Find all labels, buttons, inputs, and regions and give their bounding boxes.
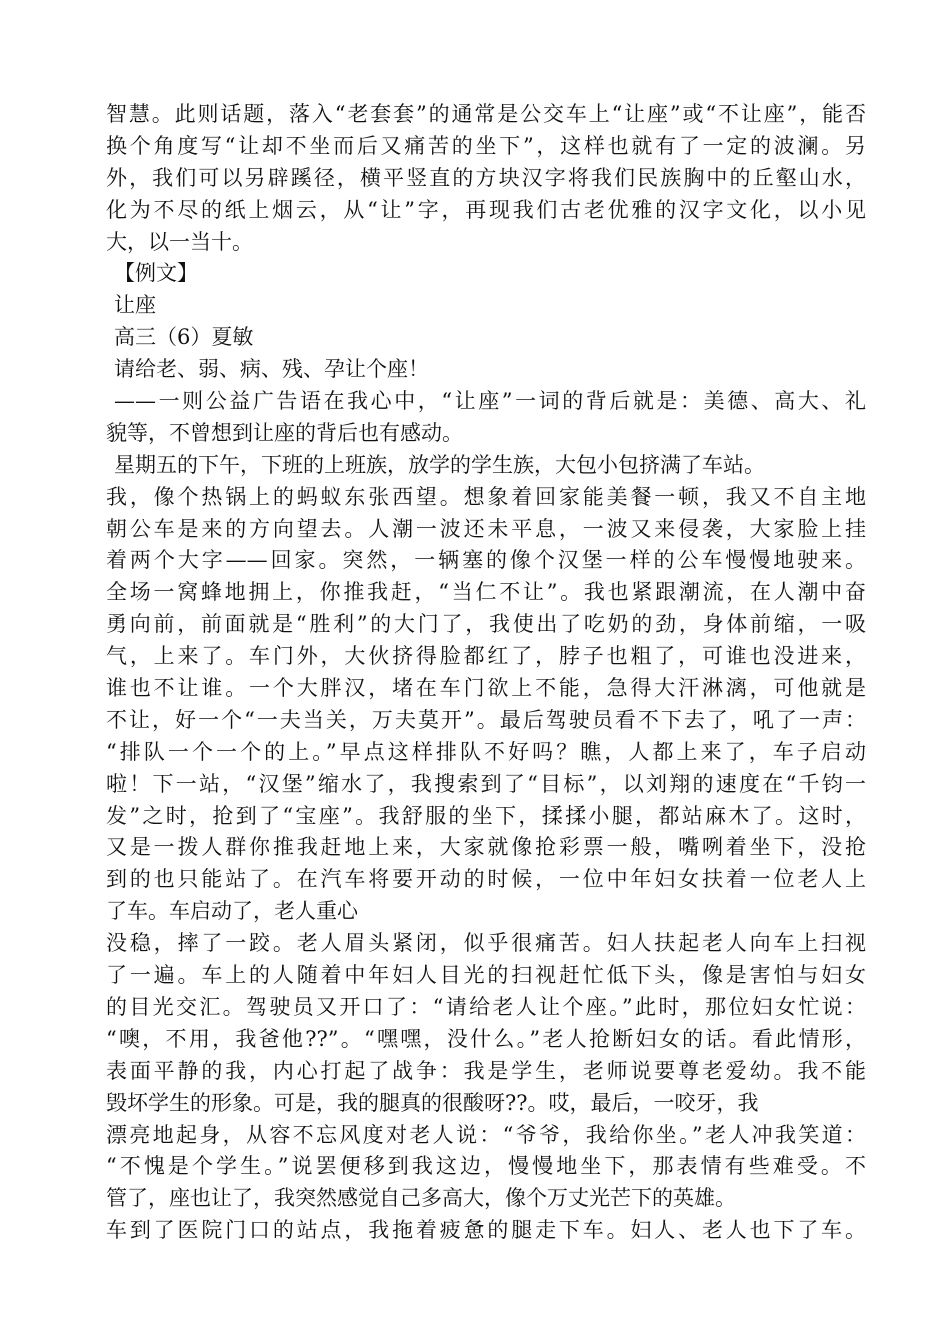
text-line: 大，以一当十。 — [106, 229, 253, 254]
text-line: “排队一个一个的上。”早点这样排队不好吗？瞧，人都上来了，车子启动 — [106, 739, 866, 764]
text-line: 我，像个热锅上的蚂蚁东张西望。想象着回家能美餐一顿，我又不自主地 — [106, 484, 866, 509]
text-line: “噢，不用，我爸他??”。“嘿嘿，没什么。”老人抢断妇女的话。看此情形， — [106, 1026, 866, 1051]
text-line: 气，上来了。车门外，大伙挤得脸都红了，脖子也粗了，可谁也没进来， — [106, 644, 866, 669]
text-line: 勇向前，前面就是“胜利”的大门了，我使出了吃奶的劲，身体前缩，一吸 — [106, 612, 866, 637]
text-line: 啦！下一站，“汉堡”缩水了，我搜索到了“目标”，以刘翔的速度在“千钧一 — [106, 771, 866, 796]
text-line: 不让，好一个“一夫当关，万夫莫开”。最后驾驶员看不下去了，吼了一声： — [106, 707, 866, 732]
text-line: 朝公车是来的方向望去。人潮一波还未平息，一波又来侵袭，大家脸上挂 — [106, 516, 866, 541]
text-line: ——一则公益广告语在我心中，“让座”一词的背后就是：美德、高大、礼 — [114, 389, 866, 414]
text-line: 高三（6）夏敏 — [114, 325, 254, 350]
text-line: 星期五的下午，下班的上班族，放学的学生族，大包小包挤满了车站。 — [114, 452, 765, 477]
text-line: 化为不尽的纸上烟云，从“让”字，再现我们古老优雅的汉字文化，以小见 — [106, 197, 866, 222]
text-line: 管了，座也让了，我突然感觉自己多高大，像个万丈光芒下的英雄。 — [106, 1186, 736, 1211]
text-line: 漂亮地起身，从容不忘风度对老人说：“爷爷，我给你坐。”老人冲我笑道： — [106, 1122, 866, 1147]
text-line: 发”之时，抢到了“宝座”。我舒服的坐下，揉揉小腿，都站麻木了。这时， — [106, 803, 866, 828]
text-line: 没稳，摔了一跤。老人眉头紧闭，似乎很痛苦。妇人扶起老人向车上扫视 — [106, 931, 866, 956]
text-line: 了车。车启动了，老人重心 — [106, 899, 358, 924]
text-line: 的目光交汇。驾驶员又开口了：“请给老人让个座。”此时，那位妇女忙说： — [106, 994, 866, 1019]
text-line: 谁也不让谁。一个大胖汉，堵在车门欲上不能，急得大汗淋漓，可他就是 — [106, 676, 866, 701]
document-body — [106, 99, 866, 1247]
text-line: 外，我们可以另辟蹊径，横平竖直的方块汉字将我们民族胸中的丘壑山水， — [106, 165, 866, 190]
text-line: 车到了医院门口的站点，我拖着疲惫的腿走下车。妇人、老人也下了车。 — [106, 1218, 866, 1243]
text-line: 请给老、弱、病、残、孕让个座！ — [114, 357, 429, 382]
text-line: 又是一拨人群你推我赶地上来，大家就像抢彩票一般，嘴咧着坐下，没抢 — [106, 835, 866, 860]
text-line: 换个角度写“让却不坐而后又痛苦的坐下”，这样也就有了一定的波澜。另 — [106, 133, 866, 158]
text-line: 全场一窝蜂地拥上，你推我赶，“当仁不让”。我也紧跟潮流，在人潮中奋 — [106, 580, 866, 605]
text-line: 毁坏学生的形象。可是，我的腿真的很酸呀??。哎，最后，一咬牙，我 — [106, 1090, 759, 1115]
text-line: 【例文】 — [114, 261, 198, 286]
text-line: 让座 — [114, 293, 156, 318]
text-line: 着两个大字——回家。突然，一辆塞的像个汉堡一样的公车慢慢地驶来。 — [106, 548, 866, 573]
text-line: 智慧。此则话题，落入“老套套”的通常是公交车上“让座”或“不让座”，能否 — [106, 102, 866, 126]
text-line: 貌等，不曾想到让座的背后也有感动。 — [106, 420, 463, 445]
text-line: 了一遍。车上的人随着中年妇人目光的扫视赶忙低下头，像是害怕与妇女 — [106, 963, 866, 988]
text-line: 到的也只能站了。在汽车将要开动的时候，一位中年妇女扶着一位老人上 — [106, 867, 866, 892]
text-line: 表面平静的我，内心打起了战争：我是学生，老师说要尊老爱幼。我不能 — [106, 1058, 866, 1083]
text-line: “不愧是个学生。”说罢便移到我这边，慢慢地坐下，那表情有些难受。不 — [106, 1154, 866, 1179]
